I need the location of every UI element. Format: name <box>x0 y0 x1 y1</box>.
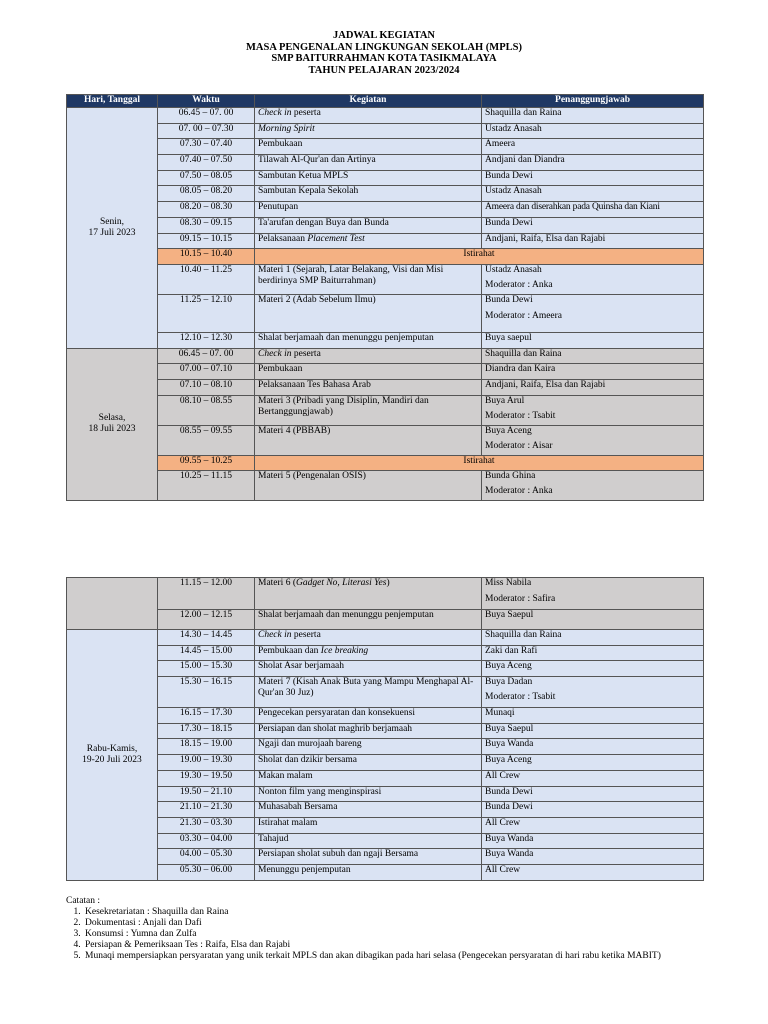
pic-cell <box>482 395 704 425</box>
pic-main: Miss Nabila <box>485 578 532 588</box>
table-row <box>67 364 704 380</box>
time-cell: 12.10 – 12.30 <box>158 332 255 348</box>
table-row <box>67 755 704 771</box>
time-cell: 15.30 – 16.15 <box>158 677 255 708</box>
activity-italic: Check in <box>258 108 292 118</box>
column-header-day: Hari, Tanggal <box>67 95 158 108</box>
day-label: Rabu-Kamis, <box>86 743 138 754</box>
pic-cell: Bunda Dewi <box>482 170 704 186</box>
pic-cell <box>482 677 704 708</box>
column-header-activity: Kegiatan <box>255 95 482 108</box>
notes-title: Catatan : <box>66 896 101 906</box>
activity-italic: Check in <box>258 348 292 359</box>
table-row <box>67 817 704 833</box>
pic-main: Bunda Dewi <box>485 294 533 305</box>
notes-list <box>83 907 716 962</box>
time-cell: 17.30 – 18.15 <box>158 723 255 739</box>
pic-cell: Ustadz Anasah <box>482 186 704 202</box>
activity-cell: Menunggu penjemputan <box>255 864 482 880</box>
table-row <box>67 864 704 880</box>
activity-cell: Materi 5 (Pengenalan OSIS) <box>255 471 482 501</box>
title-line-2: MASA PENGENALAN LINGKUNGAN SEKOLAH (MPLS) <box>246 41 522 53</box>
activity-text: ) <box>386 578 390 588</box>
pic-cell: Munaqi <box>482 708 704 724</box>
pic-cell: Andjani, Raifa, Elsa dan Rajabi <box>482 379 704 395</box>
time-cell: 03.30 – 04.00 <box>158 833 255 849</box>
pic-cell <box>482 264 704 294</box>
table-row <box>67 155 704 171</box>
time-cell: 12.00 – 12.15 <box>158 610 255 630</box>
time-cell: 06.45 – 07. 00 <box>158 348 255 364</box>
activity-cell: Tilawah Al-Qur'an dan Artinya <box>255 155 482 171</box>
activity-cell: Sholat Asar berjamaah <box>255 661 482 677</box>
table-row <box>67 578 704 610</box>
activity-cell: Istirahat malam <box>255 817 482 833</box>
time-cell: 10.15 – 10.40 <box>158 249 255 265</box>
time-cell: 08.55 – 09.55 <box>158 425 255 455</box>
activity-cell: Shalat berjamaah dan menunggu penjemputan <box>255 332 482 348</box>
table-row <box>67 233 704 249</box>
table-row <box>67 723 704 739</box>
pic-moderator: Moderator : Tsabit <box>485 410 556 421</box>
table-row <box>67 395 704 425</box>
pic-main: Ustadz Anasah <box>485 264 542 275</box>
day-label: Senin, <box>99 216 124 227</box>
table-row <box>67 610 704 630</box>
table-row <box>67 739 704 755</box>
activity-cell <box>255 630 482 646</box>
table-row <box>67 332 704 348</box>
note-item: 5. Munaqi mempersiapkan persyaratan yang unik terkait MPLS dan akan dibagikan pada hari selasa (Pengecekan persyaratan di hari rabu ketika MABIT) <box>83 951 716 962</box>
pic-cell: Bunda Dewi <box>482 217 704 233</box>
pic-cell: Andjani, Raifa, Elsa dan Rajabi <box>482 233 704 249</box>
day-label: Selasa, <box>98 413 126 424</box>
table-row <box>67 202 704 218</box>
schedule-table-page1 <box>66 94 704 501</box>
activity-cell: Ta'arufan dengan Buya dan Bunda <box>255 217 482 233</box>
table-row <box>67 708 704 724</box>
pic-cell: Buya Saepul <box>482 723 704 739</box>
activity-cell: Pembukaan <box>255 139 482 155</box>
activity-cell: Persiapan sholat subuh dan ngaji Bersama <box>255 849 482 865</box>
title-line-3: SMP BAITURRAHMAN KOTA TASIKMALAYA <box>271 53 497 64</box>
activity-italic: Placement Test <box>307 233 365 244</box>
pic-cell: Zaki dan Rafi <box>482 645 704 661</box>
time-cell: 07.00 – 07.10 <box>158 364 255 380</box>
table-row <box>67 645 704 661</box>
activity-cell: Ngaji dan murojaah bareng <box>255 739 482 755</box>
activity-cell: Shalat berjamaah dan menunggu penjemputan <box>255 610 482 630</box>
day-date: 18 Juli 2023 <box>88 424 136 435</box>
pic-main: Buya Dadan <box>485 677 533 688</box>
activity-text: peserta <box>291 348 321 359</box>
activity-cell: Pembukaan <box>255 364 482 380</box>
activity-cell <box>255 108 482 124</box>
time-cell: 06.45 – 07. 00 <box>158 108 255 124</box>
title-line-4: TAHUN PELAJARAN 2023/2024 <box>308 64 460 76</box>
activity-italic: Gadget No, Literasi Yes <box>296 578 387 588</box>
table-row <box>67 379 704 395</box>
pic-moderator: Moderator : Anka <box>485 279 553 290</box>
time-cell: 10.25 – 11.15 <box>158 471 255 501</box>
pic-cell: Buya Saepul <box>482 610 704 630</box>
activity-cell: Tahajud <box>255 833 482 849</box>
time-cell: 08.30 – 09.15 <box>158 217 255 233</box>
note-item: 3. Konsumsi : Yumna dan Zulfa <box>83 929 716 940</box>
activity-cell: Makan malam <box>255 770 482 786</box>
pic-moderator: Moderator : Safira <box>485 594 556 604</box>
pic-cell <box>482 294 704 332</box>
table-row <box>67 677 704 708</box>
pic-cell <box>482 425 704 455</box>
pic-cell <box>482 578 704 610</box>
activity-text: peserta <box>291 108 321 118</box>
break-label: Istirahat <box>255 249 704 265</box>
pic-cell: Ustadz Anasah <box>482 123 704 139</box>
time-cell: 09.15 – 10.15 <box>158 233 255 249</box>
note-item: 4. Persiapan & Pemeriksaan Tes : Raifa, Elsa dan Rajabi <box>83 940 716 951</box>
time-cell: 07.40 – 07.50 <box>158 155 255 171</box>
activity-cell: Sambutan Ketua MPLS <box>255 170 482 186</box>
activity-cell: Materi 2 (Adab Sebelum Ilmu) <box>255 294 482 332</box>
table-row <box>67 217 704 233</box>
table-row <box>67 186 704 202</box>
activity-cell: Sholat dan dzikir bersama <box>255 755 482 771</box>
activity-cell: Muhasabah Bersama <box>255 802 482 818</box>
break-label: Istirahat <box>255 455 704 471</box>
table-row <box>67 471 704 501</box>
time-cell: 18.15 – 19.00 <box>158 739 255 755</box>
pic-moderator: Moderator : Anka <box>485 486 553 497</box>
pic-cell: Buya saepul <box>482 332 704 348</box>
time-cell: 09.55 – 10.25 <box>158 455 255 471</box>
table-row <box>67 802 704 818</box>
pic-main: Bunda Ghina <box>485 471 536 482</box>
table-row <box>67 139 704 155</box>
time-cell: 10.40 – 11.25 <box>158 264 255 294</box>
activity-cell <box>255 578 482 610</box>
table-row <box>67 770 704 786</box>
activity-cell: Pelaksanaan Tes Bahasa Arab <box>255 379 482 395</box>
table-row <box>67 170 704 186</box>
time-cell: 19.00 – 19.30 <box>158 755 255 771</box>
pic-main: Buya Arul <box>485 395 525 406</box>
time-cell: 08.10 – 08.55 <box>158 395 255 425</box>
activity-italic: Check in <box>258 630 292 640</box>
time-cell: 16.15 – 17.30 <box>158 708 255 724</box>
pic-cell: Buya Aceng <box>482 755 704 771</box>
table-row <box>67 108 704 124</box>
time-cell: 07.30 – 07.40 <box>158 139 255 155</box>
time-cell: 07.10 – 08.10 <box>158 379 255 395</box>
pic-cell: All Crew <box>482 770 704 786</box>
pic-cell: Andjani dan Diandra <box>482 155 704 171</box>
table-row <box>67 833 704 849</box>
pic-cell: Ameera dan diserahkan pada Quinsha dan Kiani <box>482 202 704 218</box>
table-row <box>67 630 704 646</box>
table-row <box>67 294 704 332</box>
day-date: 19-20 Juli 2023 <box>82 754 142 765</box>
table-row <box>67 264 704 294</box>
time-cell: 11.25 – 12.10 <box>158 294 255 332</box>
activity-cell <box>255 348 482 364</box>
time-cell: 14.30 – 14.45 <box>158 630 255 646</box>
pic-cell: Buya Wanda <box>482 849 704 865</box>
table-row <box>67 123 704 139</box>
time-cell: 14.45 – 15.00 <box>158 645 255 661</box>
activity-text: Materi 6 ( <box>258 578 296 588</box>
time-cell: 07. 00 – 07.30 <box>158 123 255 139</box>
pic-cell: Ameera <box>482 139 704 155</box>
pic-cell <box>482 471 704 501</box>
activity-cell <box>255 233 482 249</box>
table-row <box>67 348 704 364</box>
time-cell: 21.10 – 21.30 <box>158 802 255 818</box>
day-cell-rabu-kamis <box>67 630 158 881</box>
activity-italic: Ice breaking <box>320 645 369 656</box>
time-cell: 19.50 – 21.10 <box>158 786 255 802</box>
pic-moderator: Moderator : Tsabit <box>485 692 556 703</box>
time-cell: 08.05 – 08.20 <box>158 186 255 202</box>
time-cell: 19.30 – 19.50 <box>158 770 255 786</box>
page-title <box>0 30 768 76</box>
notes-section <box>66 896 716 962</box>
title-line-1: JADWAL KEGIATAN <box>332 30 435 41</box>
pic-main: Buya Aceng <box>485 425 532 436</box>
time-cell: 04.00 – 05.30 <box>158 849 255 865</box>
table-row <box>67 849 704 865</box>
day-cell-selasa <box>67 348 158 501</box>
pic-cell: Buya Wanda <box>482 739 704 755</box>
pic-cell: Bunda Dewi <box>482 802 704 818</box>
activity-cell: Materi 4 (PBBAB) <box>255 425 482 455</box>
day-cell-senin <box>67 108 158 349</box>
time-cell: 11.15 – 12.00 <box>158 578 255 610</box>
time-cell: 15.00 – 15.30 <box>158 661 255 677</box>
pic-cell: All Crew <box>482 864 704 880</box>
table-row <box>67 786 704 802</box>
time-cell: 07.50 – 08.05 <box>158 170 255 186</box>
activity-cell: Pengecekan persyaratan dan konsekuensi <box>255 708 482 724</box>
column-header-time: Waktu <box>158 95 255 108</box>
note-item: 2. Dokumentasi : Anjali dan Dafi <box>83 918 716 929</box>
activity-text: Pelaksanaan <box>258 233 308 244</box>
pic-cell: All Crew <box>482 817 704 833</box>
pic-cell: Bunda Dewi <box>482 786 704 802</box>
activity-cell: Nonton film yang menginspirasi <box>255 786 482 802</box>
break-row <box>67 249 704 265</box>
day-cell-continued <box>67 578 158 630</box>
activity-cell: Materi 3 (Pribadi yang Disiplin, Mandiri dan Bertanggungjawab) <box>255 395 482 425</box>
time-cell: 05.30 – 06.00 <box>158 864 255 880</box>
schedule-table-page2 <box>66 577 704 881</box>
activity-cell: Morning Spirit <box>255 123 482 139</box>
activity-text: Pembukaan dan <box>258 645 321 656</box>
activity-cell: Materi 1 (Sejarah, Latar Belakang, Visi dan Misi berdirinya SMP Baiturrahman) <box>255 264 482 294</box>
activity-text: peserta <box>291 630 321 640</box>
pic-moderator: Moderator : Aisar <box>485 440 553 451</box>
pic-cell: Shaquilla dan Raina <box>482 630 704 646</box>
time-cell: 08.20 – 08.30 <box>158 202 255 218</box>
table-row <box>67 661 704 677</box>
column-header-pic: Penanggungjawab <box>482 95 704 108</box>
note-item: 1. Kesekretariatan : Shaquilla dan Raina <box>83 907 716 918</box>
activity-cell: Materi 7 (Kisah Anak Buta yang Mampu Menghapal Al-Qur'an 30 Juz) <box>255 677 482 708</box>
pic-moderator: Moderator : Ameera <box>485 310 563 321</box>
pic-cell: Buya Aceng <box>482 661 704 677</box>
pic-cell: Shaquilla dan Raina <box>482 108 704 124</box>
table-row <box>67 425 704 455</box>
activity-cell: Penutupan <box>255 202 482 218</box>
time-cell: 21.30 – 03.30 <box>158 817 255 833</box>
pic-cell: Diandra dan Kaira <box>482 364 704 380</box>
activity-cell: Sambutan Kepala Sekolah <box>255 186 482 202</box>
day-date: 17 Juli 2023 <box>88 227 136 238</box>
pic-cell: Buya Wanda <box>482 833 704 849</box>
break-row <box>67 455 704 471</box>
activity-cell: Persiapan dan sholat maghrib berjamaah <box>255 723 482 739</box>
pic-cell: Shaquilla dan Raina <box>482 348 704 364</box>
activity-cell <box>255 645 482 661</box>
